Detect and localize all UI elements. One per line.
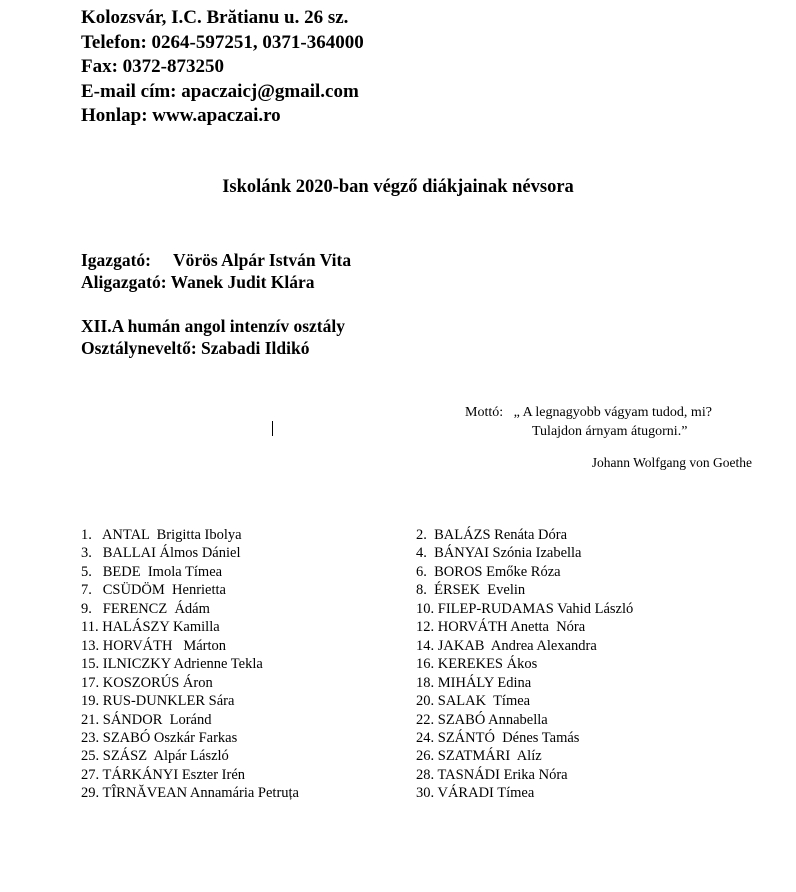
student-entry: 12. HORVÁTH Anetta Nóra — [416, 619, 586, 636]
student-entry: 11. HALÁSZY Kamilla — [81, 619, 220, 636]
principal-label: Igazgató: — [81, 250, 151, 270]
student-entry: 24. SZÁNTÓ Dénes Tamás — [416, 729, 580, 746]
student-list-right — [416, 526, 633, 803]
vice-principal: Aligazgató: Wanek Judit Klára — [81, 272, 315, 292]
student-entry: 3. BALLAI Álmos Dániel — [81, 545, 241, 562]
document-title: Iskolánk 2020-ban végző diákjainak névsora — [222, 177, 574, 197]
student-entry: 4. BÁNYAI Szónia Izabella — [416, 545, 582, 562]
student-entry: 6. BOROS Emőke Róza — [416, 563, 561, 580]
student-entry: 18. MIHÁLY Edina — [416, 674, 532, 691]
student-entry: 26. SZATMÁRI Alíz — [416, 748, 542, 765]
motto-block — [465, 403, 712, 441]
student-entry: 5. BEDE Imola Tímea — [81, 563, 223, 580]
student-entry: 15. ILNICZKY Adrienne Tekla — [81, 656, 263, 673]
motto-line-1 — [465, 403, 712, 422]
student-entry: 27. TÁRKÁNYI Eszter Irén — [81, 766, 246, 783]
student-entry: 8. ÉRSEK Evelin — [416, 582, 526, 599]
student-entry: 14. JAKAB Andrea Alexandra — [416, 637, 597, 654]
student-entry: 19. RUS-DUNKLER Sára — [81, 693, 235, 710]
student-entry: 21. SÁNDOR Loránd — [81, 711, 212, 728]
motto-label: Mottó: — [465, 405, 504, 420]
email: E-mail cím: apaczaicj@gmail.com — [81, 80, 359, 102]
student-entry: 2. BALÁZS Renáta Dóra — [416, 527, 568, 543]
class-name: XII.A humán angol intenzív osztály — [81, 316, 345, 336]
student-entry: 13. HORVÁTH Márton — [81, 637, 227, 654]
student-entry: 17. KOSZORÚS Áron — [81, 674, 213, 691]
student-entry: 28. TASNÁDI Erika Nóra — [416, 766, 568, 783]
student-entry: 22. SZABÓ Annabella — [416, 711, 548, 728]
student-entry: 30. VÁRADI Tímea — [416, 785, 535, 802]
address: Kolozsvár, I.C. Brătianu u. 26 sz. — [81, 7, 349, 28]
fax: Fax: 0372-873250 — [81, 56, 225, 77]
student-entry: 16. KEREKES Ákos — [416, 656, 538, 673]
principal-line — [81, 249, 351, 271]
student-entry: 9. FERENCZ Ádám — [81, 600, 210, 617]
class-teacher: Osztályneveltő: Szabadi Ildikó — [81, 338, 310, 358]
student-entry: 25. SZÁSZ Alpár László — [81, 748, 229, 765]
website: Honlap: www.apaczai.ro — [81, 105, 281, 126]
motto-text-2: Tulajdon árnyam átugorni.” — [532, 424, 688, 439]
student-entry: 23. SZABÓ Oszkár Farkas — [81, 729, 238, 746]
contact-block — [81, 6, 364, 129]
staff-block — [81, 249, 351, 293]
student-entry: 10. FILEP-RUDAMAS Vahid László — [416, 600, 634, 617]
student-entry: 7. CSÜDÖM Henrietta — [81, 582, 226, 599]
principal-name: Vörös Alpár István Vita — [172, 250, 352, 270]
student-entry: 20. SALAK Tímea — [416, 693, 531, 710]
motto-author: Johann Wolfgang von Goethe — [591, 455, 752, 470]
student-entry: 1. ANTAL Brigitta Ibolya — [81, 527, 242, 543]
motto-text-1: „ A legnagyobb vágyam tudod, mi? — [513, 405, 712, 420]
text-cursor — [272, 421, 273, 436]
class-block — [81, 315, 345, 359]
student-entry: 29. TÎRNĂVEAN Annamária Petruța — [81, 785, 299, 802]
student-list-left — [81, 526, 299, 803]
phone: Telefon: 0264-597251, 0371-364000 — [81, 31, 364, 53]
